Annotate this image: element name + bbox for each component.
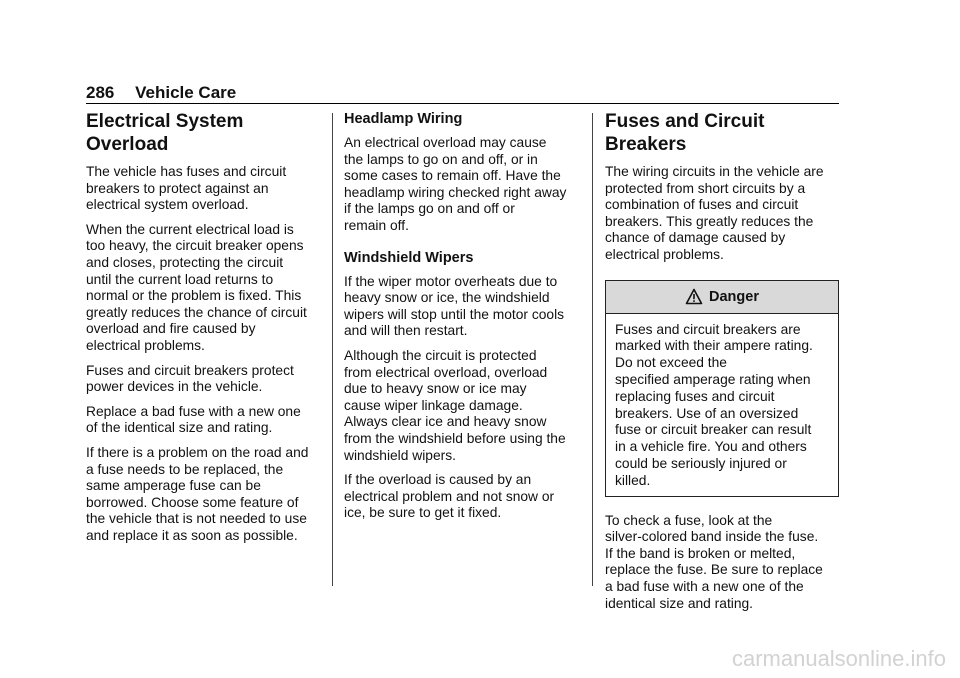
paragraph: The wiring circuits in the vehicle are protected from short circuits by a combination of fuses and circuit breakers. This greatly reduces the chance of damage caused by electrical problems. bbox=[605, 164, 824, 262]
paragraph: If the wiper motor overheats due to heavy snow or ice, the windshield wipers will stop until the motor cools and will then restart. bbox=[344, 273, 565, 339]
header-rule bbox=[86, 103, 839, 104]
heading-electrical-system-overload: Electrical System Overload bbox=[86, 111, 244, 155]
paragraph: Although the circuit is protected from electrical overload, overload due to heavy snow or ice may cause wiper linkage damage. Always clear ice and heavy snow from the windshield before using the windshield wipers. bbox=[344, 347, 566, 463]
paragraph: An electrical overload may cause the lamps to go on and off, or in some cases to remain off. Have the headlamp wiring checked right away if the lamps go on and off or remain off. bbox=[344, 135, 567, 233]
paragraph: When the current electrical load is too heavy, the circuit breaker opens and closes, protecting the circuit until the current load returns to normal or the problem is fixed. This greatly reduces the chance of circuit overload and fire caused by electrical problems. bbox=[86, 221, 307, 353]
column-2 bbox=[344, 110, 580, 530]
watermark: carmanualsonline.info bbox=[731, 646, 946, 671]
paragraph: If there is a problem on the road and a fuse needs to be replaced, the same amperage fuse can be borrowed. Choose some feature of the vehicle that is not needed to use and replace it as soon as possible. bbox=[86, 444, 309, 543]
column-divider bbox=[592, 113, 593, 586]
column-3 bbox=[605, 110, 839, 620]
paragraph: Replace a bad fuse with a new one of the identical size and rating. bbox=[86, 403, 301, 436]
heading-windshield-wipers: Windshield Wipers bbox=[344, 249, 474, 266]
heading-fuses-and-circuit-breakers: Fuses and Circuit Breakers bbox=[605, 111, 765, 155]
page-number: 286 bbox=[86, 83, 115, 102]
warning-icon bbox=[685, 288, 703, 305]
column-1 bbox=[86, 110, 322, 552]
paragraph: Fuses and circuit breakers protect power devices in the vehicle. bbox=[86, 362, 294, 395]
section-title: Vehicle Care bbox=[135, 83, 237, 102]
running-header bbox=[86, 83, 236, 103]
danger-text: Fuses and circuit breakers are marked with their ampere rating. Do not exceed the specified amperage rating when replacing fuses and circuit breakers. Use of an oversized fuse or circuit breaker can result in a vehicle fire. You and others could be seriously injured or killed. bbox=[615, 321, 813, 488]
danger-label: Danger bbox=[709, 288, 759, 305]
heading-headlamp-wiring: Headlamp Wiring bbox=[344, 111, 463, 127]
danger-box bbox=[605, 280, 839, 497]
paragraph: The vehicle has fuses and circuit breakers to protect against an electrical system overload. bbox=[86, 164, 287, 213]
paragraph: If the overload is caused by an electrical problem and not snow or ice, be sure to get it fixed. bbox=[344, 472, 555, 521]
danger-header bbox=[606, 281, 838, 314]
column-divider bbox=[332, 113, 333, 586]
paragraph: To check a fuse, look at the silver-colored band inside the fuse. If the band is broken or melted, replace the fuse. Be sure to replace a bad fuse with a new one of the identical size and rating. bbox=[605, 512, 823, 611]
